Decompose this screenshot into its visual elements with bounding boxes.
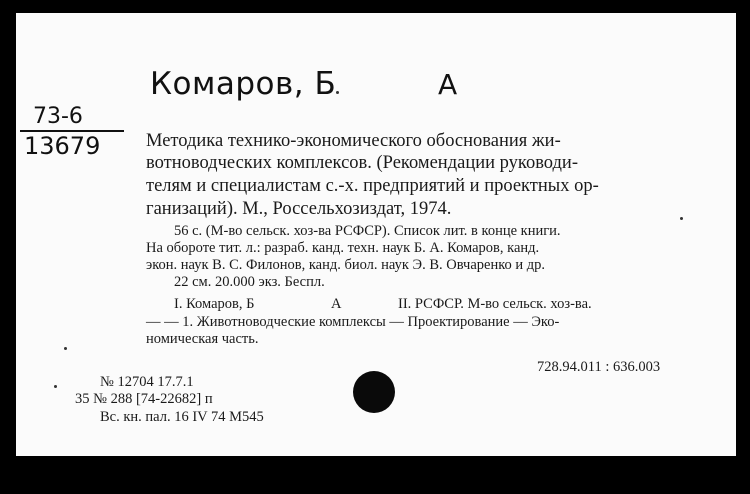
description-line-4: 22 см. 20.000 экз. Беспл. — [174, 274, 325, 290]
speck-mark — [54, 385, 57, 388]
tracing-organization: II. РСФСР. М-во сельск. хоз-ва. — [398, 296, 592, 312]
handwritten-letter: А — [438, 68, 458, 101]
speck-mark — [680, 217, 683, 220]
tracing-author: I. Комаров, Б — [174, 296, 255, 312]
description-line-1: 56 с. (М-во сельск. хоз-ва РСФСР). Список лит. в конце книги. — [174, 223, 561, 239]
title-line-4: ганизаций). М., Россельхозиздат, 1974. — [146, 199, 452, 219]
handwritten-author: Комаров, Б — [150, 66, 337, 102]
footer-line-3: Вс. кн. пал. 16 IV 74 М545 — [100, 409, 264, 425]
title-line-3: телям и специалистам с.-х. предприятий и проектных ор- — [146, 176, 599, 196]
title-line-2: вотноводческих комплексов. (Рекомендации руководи- — [146, 153, 578, 173]
title-line-1: Методика технико-экономического обоснования жи- — [146, 131, 561, 151]
classification-code: 728.94.011 : 636.003 — [537, 359, 661, 375]
tracing-letter: А — [331, 296, 342, 312]
footer-line-2: 35 № 288 [74-22682] п — [75, 391, 213, 407]
punch-hole — [353, 371, 395, 413]
tracing-subject-line-1: — — 1. Животноводческие комплексы — Проектирование — Эко- — [146, 314, 560, 330]
description-line-3: экон. наук В. С. Филонов, канд. биол. наук Э. В. Овчаренко и др. — [146, 257, 546, 273]
description-line-2: На обороте тит. л.: разраб. канд. техн. наук Б. А. Комаров, канд. — [146, 240, 540, 256]
speck-mark — [64, 347, 67, 350]
speck-mark — [336, 91, 339, 94]
handwritten-shelf-number-top: 73-6 — [33, 104, 83, 129]
footer-line-1: № 12704 17.7.1 — [100, 374, 194, 390]
tracing-subject-line-2: номическая часть. — [146, 331, 259, 347]
handwritten-shelf-number-bottom: 13679 — [24, 132, 101, 160]
